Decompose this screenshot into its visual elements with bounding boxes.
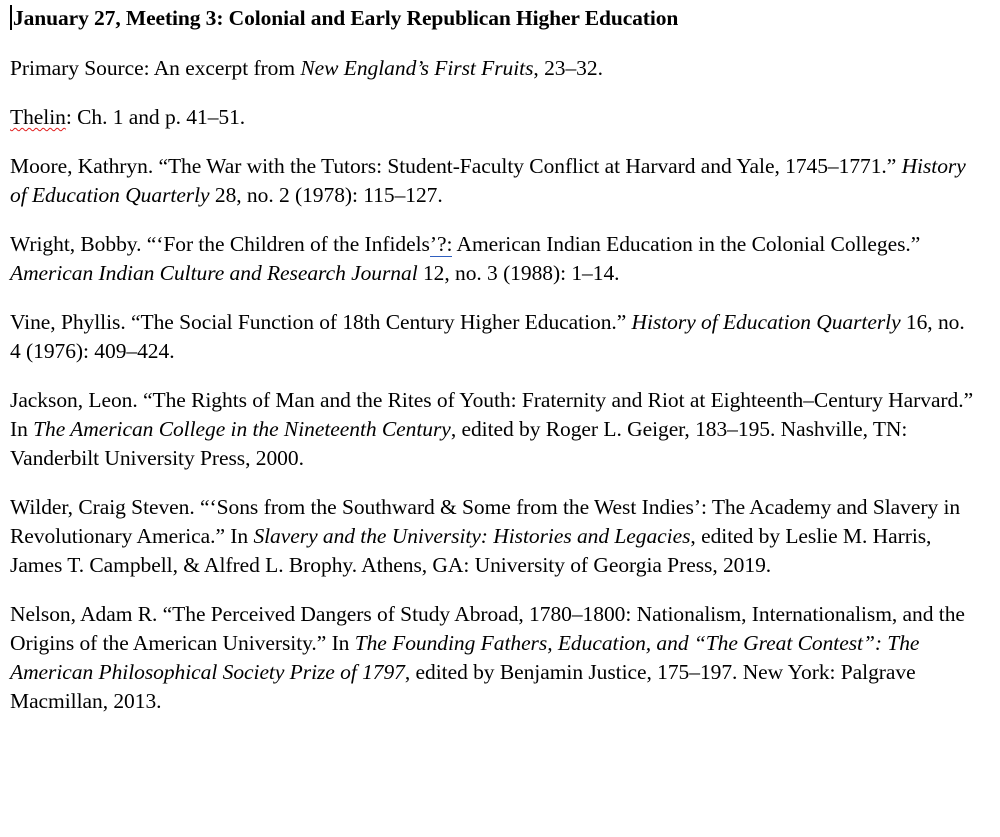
entry-nelson[interactable]: [10, 600, 978, 716]
moore-journal-title: History of Education Quarterly: [10, 154, 966, 207]
vine-part1: Vine, Phyllis. “The Social Function of 18th Century Higher Education.”: [10, 310, 632, 334]
entry-wright[interactable]: [10, 230, 978, 288]
nelson-part1: Nelson, Adam R. “The Perceived Dangers of Study Abroad, 1780–1800: Nationalism, Internationalism, and the Origins of the American University.” In: [10, 602, 965, 655]
wright-part1: Wright, Bobby. “‘For the Children of the Infidels: [10, 232, 430, 256]
entry-vine[interactable]: [10, 308, 978, 366]
moore-part2: 28, no. 2 (1978): 115–127.: [209, 183, 443, 207]
entry-moore[interactable]: [10, 152, 978, 210]
page-title[interactable]: [10, 4, 978, 33]
wilder-book-title: Slavery and the University: Histories and Legacies: [253, 524, 691, 548]
vine-part2: 16, no. 4 (1976): 409–424.: [10, 310, 965, 363]
grammar-error-marker[interactable]: ’?:: [429, 232, 453, 256]
page-title-text: January 27, Meeting 3: Colonial and Early Republican Higher Education: [13, 6, 679, 30]
entry-jackson[interactable]: [10, 386, 978, 473]
vine-journal-title: History of Education Quarterly: [631, 310, 901, 334]
wilder-part1: Wilder, Craig Steven. “‘Sons from the Southward & Some from the West Indies’: The Academy and Slavery in Revolutionary America.” In: [10, 495, 961, 548]
wright-part3: 12, no. 3 (1988): 1–14.: [417, 261, 620, 285]
entry-thelin[interactable]: [10, 103, 978, 132]
jackson-part1: Jackson, Leon. “The Rights of Man and the Rites of Youth: Fraternity and Riot at Eighteenth–Century Harvard.” In: [10, 388, 974, 441]
jackson-part2: , edited by Roger L. Geiger, 183–195. Nashville, TN: Vanderbilt University Press, 2000.: [10, 417, 908, 470]
wright-part2: American Indian Education in the Colonial Colleges.”: [452, 232, 921, 256]
spelling-error-thelin[interactable]: Thelin: [10, 105, 66, 129]
entry-wilder[interactable]: [10, 493, 978, 580]
wright-journal-title: American Indian Culture and Research Journal: [10, 261, 418, 285]
moore-part1: Moore, Kathryn. “The War with the Tutors: Student-Faculty Conflict at Harvard and Yale, 1745–1771.”: [10, 154, 902, 178]
primary-source-title: New England’s First Fruits: [300, 56, 534, 80]
text-caret: [10, 5, 12, 30]
nelson-book-title: The Founding Fathers, Education, and “The Great Contest”: The American Philosophical Society Prize of 1797: [10, 631, 920, 684]
primary-source-lead: Primary Source: An excerpt from: [10, 56, 301, 80]
wilder-part2: , edited by Leslie M. Harris, James T. Campbell, & Alfred L. Brophy. Athens, GA: University of Georgia Press, 2019.: [10, 524, 932, 577]
nelson-part2: , edited by Benjamin Justice, 175–197. New York: Palgrave Macmillan, 2013.: [10, 660, 916, 713]
jackson-book-title: The American College in the Nineteenth Century: [33, 417, 451, 441]
thelin-tail: : Ch. 1 and p. 41–51.: [65, 105, 246, 129]
entry-primary-source[interactable]: [10, 54, 978, 83]
primary-source-tail: , 23–32.: [533, 56, 603, 80]
